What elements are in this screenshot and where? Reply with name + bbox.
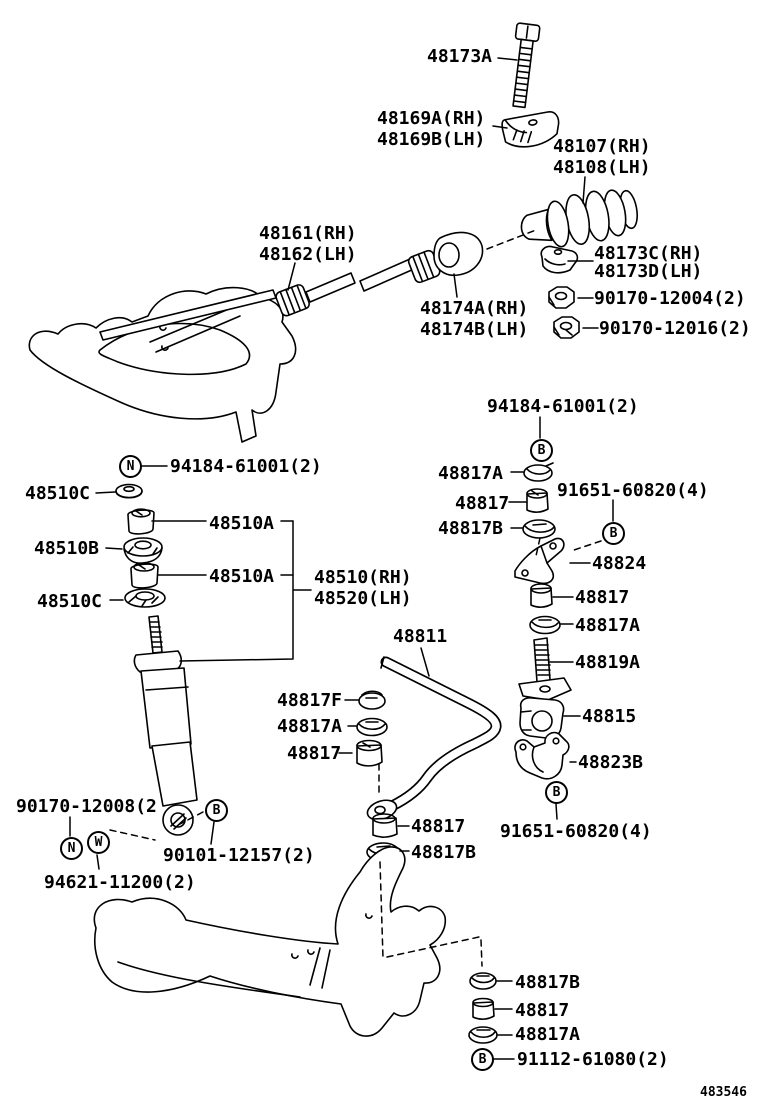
label-91112-61080: 91112-61080(2) xyxy=(517,1049,669,1070)
label-48817-left: 48817 xyxy=(287,743,342,764)
label-48811: 48811 xyxy=(393,626,448,647)
label-48817b-top: 48817B xyxy=(438,518,504,539)
bushing-48817-left xyxy=(357,741,382,766)
nut-90170-12004 xyxy=(549,287,574,308)
label-94621-11200: 94621-11200(2) xyxy=(44,872,196,893)
label-48173d-lh: 48173D(LH) xyxy=(594,261,703,282)
label-48510b: 48510B xyxy=(34,538,100,559)
callout-circle-n-1: N xyxy=(119,455,142,478)
label-48817b-link: 48817B xyxy=(411,842,477,863)
cushion-48510c-upper xyxy=(116,485,142,498)
label-48510c-1: 48510C xyxy=(25,483,91,504)
label-48823b: 48823B xyxy=(578,752,644,773)
label-48817b-bottom: 48817B xyxy=(515,972,581,993)
label-48510a-1: 48510A xyxy=(209,513,275,534)
label-48824: 48824 xyxy=(592,553,647,574)
label-48169a-rh: 48169A(RH) xyxy=(377,108,486,129)
label-48173a: 48173A xyxy=(427,46,493,67)
label-48173c-rh: 48173C(RH) xyxy=(594,243,703,264)
label-48510a-2: 48510A xyxy=(209,566,275,587)
label-48169b-lh: 48169B(LH) xyxy=(377,129,486,150)
bushing-48817-bottom xyxy=(473,999,494,1020)
bracket-48824 xyxy=(515,538,564,583)
bushing-clamp-48815 xyxy=(520,698,564,738)
cushion-48817a-left xyxy=(357,719,387,736)
nut-90170-12016 xyxy=(554,317,579,338)
label-48817a-mid: 48817A xyxy=(575,615,641,636)
label-91651-60820-upper: 91651-60820(4) xyxy=(557,480,709,501)
cushion-48817f xyxy=(359,691,385,709)
label-90170-12004: 90170-12004(2) xyxy=(594,288,746,309)
callout-circle-n-2: N xyxy=(60,837,83,860)
bolt-48819a xyxy=(519,638,571,700)
cushion-48510a-upper xyxy=(128,509,154,534)
label-48162-lh: 48162(LH) xyxy=(259,244,357,265)
cushion-48817b-bottom xyxy=(470,973,496,989)
label-48510-rh: 48510(RH) xyxy=(314,567,412,588)
cushion-48510a-lower xyxy=(131,563,158,588)
label-48817-link: 48817 xyxy=(411,816,466,837)
washer-48510c-lower xyxy=(125,589,165,607)
clamp-48173c xyxy=(541,247,577,273)
callout-circle-b-3: B xyxy=(545,781,568,804)
cushion-48817b-top xyxy=(523,520,555,538)
stabilizer-bar-48811 xyxy=(365,657,496,823)
label-90170-12016: 90170-12016(2) xyxy=(599,318,751,339)
label-48174a-rh: 48174A(RH) xyxy=(420,298,529,319)
drawing-number: 483546 xyxy=(700,1085,747,1100)
label-48817-top: 48817 xyxy=(455,493,510,514)
label-48510c-2: 48510C xyxy=(37,591,103,612)
bolt-48173a xyxy=(507,23,540,108)
label-48108-lh: 48108(LH) xyxy=(553,157,651,178)
bushing-48817-mid xyxy=(531,584,552,607)
bushing-48817-top xyxy=(527,489,548,512)
label-48817a-left: 48817A xyxy=(277,716,343,737)
label-90101-12157: 90101-12157(2) xyxy=(163,845,315,866)
label-48815: 48815 xyxy=(582,706,637,727)
label-48817a-bottom: 48817A xyxy=(515,1024,581,1045)
cushion-48817a-top xyxy=(524,463,553,481)
callout-circle-b-1: B xyxy=(530,439,553,462)
label-91651-60820-lower: 91651-60820(4) xyxy=(500,821,652,842)
label-48520-lh: 48520(LH) xyxy=(314,588,412,609)
cushion-48510b xyxy=(124,538,162,563)
upper-control-arm xyxy=(29,288,295,442)
label-48107-rh: 48107(RH) xyxy=(553,136,651,157)
label-48817f: 48817F xyxy=(277,690,343,711)
label-48817-bottom: 48817 xyxy=(515,1000,570,1021)
cushion-48817a-mid xyxy=(530,617,560,634)
label-48817-mid: 48817 xyxy=(575,587,630,608)
callout-circle-w: W xyxy=(87,831,110,854)
callout-circle-b-2: B xyxy=(602,522,625,545)
label-48161-rh: 48161(RH) xyxy=(259,223,357,244)
label-48174b-lh: 48174B(LH) xyxy=(420,319,529,340)
callout-circle-b-5: B xyxy=(471,1048,494,1071)
label-94184-61001-right: 94184-61001(2) xyxy=(487,396,639,417)
callout-circle-b-4: B xyxy=(205,799,228,822)
bracket-48823b xyxy=(515,733,569,779)
label-94184-61001-left: 94184-61001(2) xyxy=(170,456,322,477)
label-48819a: 48819A xyxy=(575,652,641,673)
label-90170-12008: 90170-12008(2 xyxy=(16,796,157,817)
cushion-48817a-bottom xyxy=(469,1027,497,1043)
label-48817a-top: 48817A xyxy=(438,463,504,484)
